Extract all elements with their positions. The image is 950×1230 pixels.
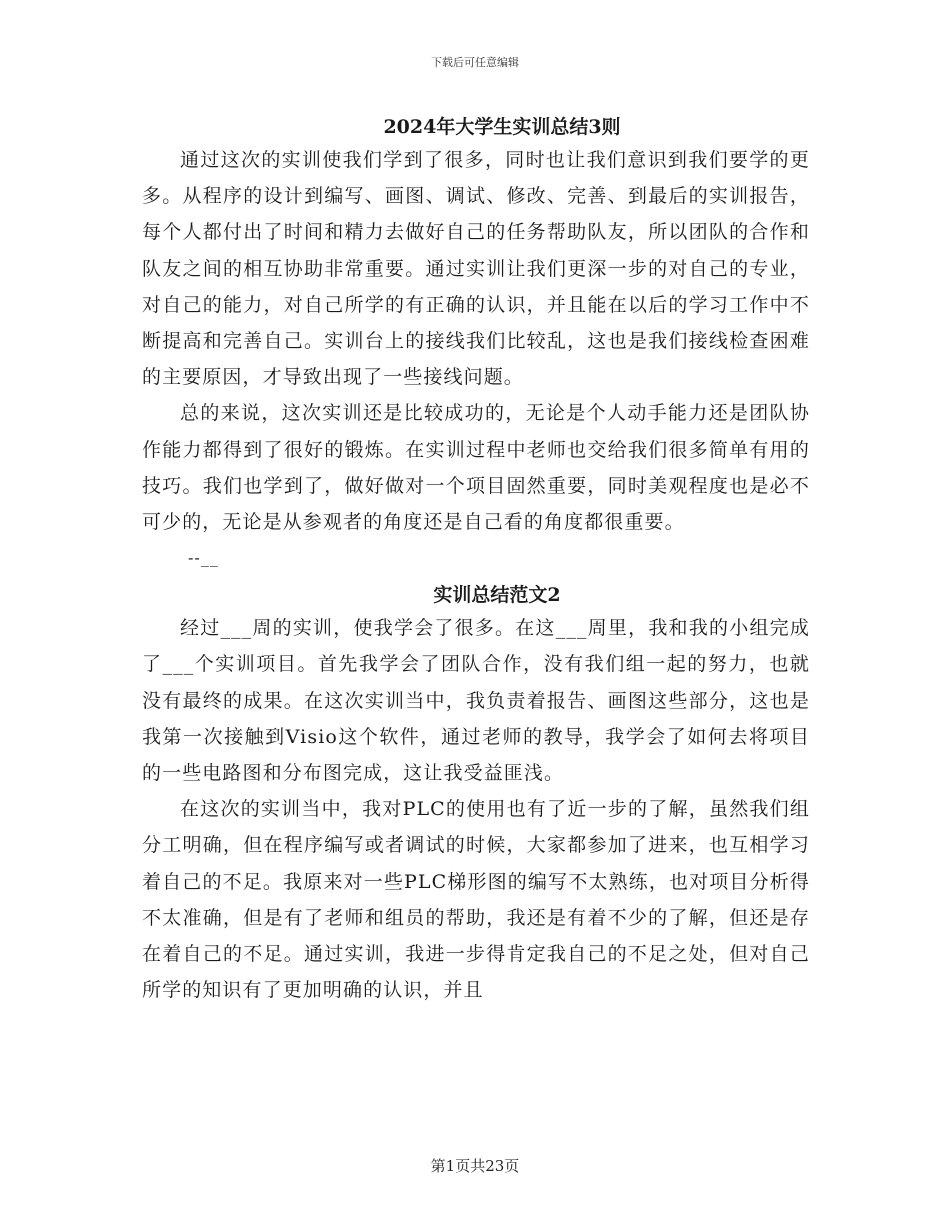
page-footer: 第1页共23页 (430, 1157, 520, 1175)
paragraph: 在这次的实训当中，我对PLC的使用也有了近一步的了解，虽然我们组分工明确，但在程序编写或者调试的时候，大家都参加了进来，也互相学习着自己的不足。我原来对一些PLC梯形图的编写不太熟练，也对项目分析得不太准确，但是有了老师和组员的帮助，我还是有着不少的了解，但还是存在着自己的不足。通过实训，我进一步得肯定我自己的不足之处，但对自己所学的知识有了更加明确的认识，并且 (142, 798, 810, 1002)
paragraph: 经过___周的实训，使我学会了很多。在这___周里，我和我的小组完成了___个实训项目。首先我学会了团队合作，没有我们组一起的努力，也就没有最终的成果。在这次实训当中，我负责着报告、画图这些部分，这也是我第一次接触到Visio这个软件，通过老师的教导，我学会了如何去将项目的一些电路图和分布图完成，这让我受益匪浅。 (142, 617, 810, 785)
document-title: 2024年大学生实训总结3则 (383, 116, 621, 138)
paragraph: 总的来说，这次实训还是比较成功的，无论是个人动手能力还是团队协作能力都得到了很好的锻炼。在实训过程中老师也交给我们很多简单有用的技巧。我们也学到了，做好做对一个项目固然重要，同时美观程度也是必不可少的，无论是从参观者的角度还是自己看的角度都很重要。 (142, 402, 810, 534)
paragraph: 通过这次的实训使我们学到了很多，同时也让我们意识到我们要学的更多。从程序的设计到编写、画图、调试、修改、完善、到最后的实训报告，每个人都付出了时间和精力去做好自己的任务帮助队友，所以团队的合作和队友之间的相互协助非常重要。通过实训让我们更深一步的对自己的专业，对自己的能力，对自己所学的有正确的认识，并且能在以后的学习工作中不断提高和完善自己。实训台上的接线我们比较乱，这也是我们接线检查困难的主要原因，才导致出现了一些接线问题。 (142, 149, 810, 389)
section-separator: --__ (188, 548, 219, 568)
header-note: 下载后可任意编辑 (431, 56, 519, 69)
document-body (142, 112, 810, 1008)
section-title: 实训总结范文2 (433, 584, 561, 607)
